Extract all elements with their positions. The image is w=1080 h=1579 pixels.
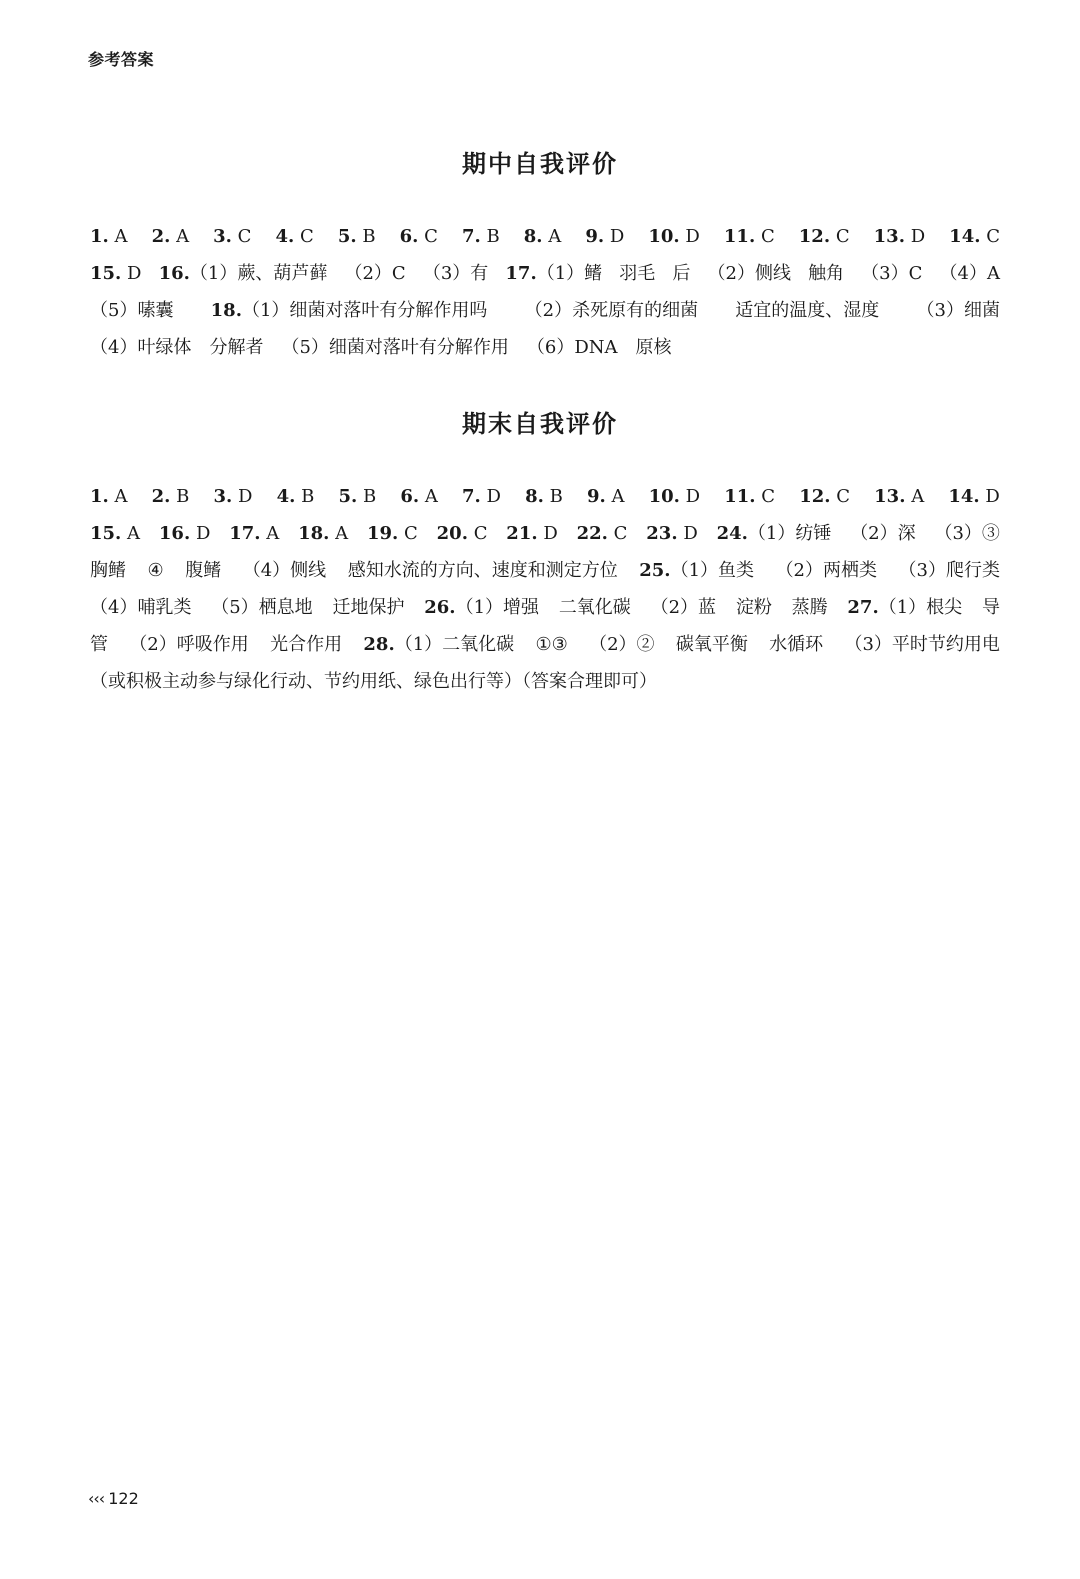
answer-text: C	[294, 226, 314, 247]
answer-segment	[850, 515, 915, 552]
answer-segment	[792, 589, 828, 626]
answer-segment	[648, 218, 699, 255]
answer-text: （3）有	[422, 263, 489, 284]
answer-segment	[585, 218, 624, 255]
midterm-answers	[90, 218, 1000, 366]
answer-text: B	[295, 486, 315, 507]
answer-text: （1）纺锤	[747, 523, 832, 544]
question-number: 14.	[949, 226, 981, 247]
page-number: 122	[108, 1489, 139, 1508]
question-number: 9.	[585, 226, 605, 247]
answer-segment	[799, 478, 850, 515]
answer-text: （3）C	[861, 263, 923, 284]
answer-text: 腹鳍	[185, 560, 222, 581]
answer-segment	[148, 552, 164, 589]
answer-text: （2）侧线	[707, 263, 791, 284]
answer-text: 光合作用	[270, 634, 343, 655]
answer-text: D	[537, 523, 558, 544]
question-number: 16.	[158, 263, 190, 284]
question-number: 22.	[576, 523, 608, 544]
question-number: 21.	[506, 523, 538, 544]
page-footer	[88, 1489, 139, 1508]
answer-segment	[277, 478, 315, 515]
answer-text: D	[232, 486, 253, 507]
question-number: 2.	[151, 486, 171, 507]
answer-text: C	[830, 226, 850, 247]
answer-segment	[861, 255, 922, 292]
answer-text: （3）③	[934, 523, 1000, 544]
answer-segment	[899, 552, 1000, 589]
answer-text: A	[329, 523, 349, 544]
answer-segment	[276, 218, 314, 255]
answer-segment	[90, 255, 141, 292]
final-answers	[90, 478, 1000, 700]
answer-segment	[152, 478, 190, 515]
answer-text: B	[170, 486, 190, 507]
answer-text: （1）二氧化碳	[394, 634, 515, 655]
answer-text: A	[605, 486, 625, 507]
answer-text: C	[830, 486, 851, 507]
question-number: 13.	[873, 226, 905, 247]
answer-text: C	[755, 486, 776, 507]
answer-text: （4）A	[939, 263, 1000, 284]
answer-segment	[525, 478, 563, 515]
answer-segment	[982, 589, 1000, 626]
answer-segment	[844, 626, 999, 663]
answer-segment	[527, 329, 618, 366]
question-number: 4.	[275, 226, 295, 247]
answer-segment	[338, 478, 376, 515]
answer-line	[90, 552, 1000, 589]
answer-segment	[90, 329, 191, 366]
answer-text: A	[419, 486, 438, 507]
answer-text: 适宜的温度、湿度	[735, 300, 880, 321]
answer-text: （1）根尖	[878, 597, 963, 618]
final-title: 期末自我评价	[462, 410, 618, 438]
answer-text: 导	[981, 597, 1000, 618]
question-number: 10.	[648, 486, 680, 507]
question-number: 25.	[639, 560, 671, 581]
answer-text: （5）细菌对落叶有分解作用	[281, 337, 509, 358]
answer-text: （3）爬行类	[898, 560, 1000, 581]
answer-segment	[948, 478, 999, 515]
answer-text: B	[480, 226, 500, 247]
answer-text: 二氧化碳	[558, 597, 631, 618]
answer-segment	[129, 626, 248, 663]
answer-segment	[423, 255, 488, 292]
answer-text: （2）C	[344, 263, 406, 284]
answer-segment	[298, 515, 348, 552]
answer-segment	[505, 255, 602, 292]
chevron-left-icon: ‹‹‹	[88, 1489, 105, 1508]
answer-segment	[90, 218, 128, 255]
answer-text: C	[398, 523, 418, 544]
answer-segment	[367, 515, 418, 552]
question-number: 1.	[90, 226, 109, 247]
answer-segment	[676, 626, 748, 663]
answer-segment	[589, 626, 654, 663]
answer-segment	[646, 515, 697, 552]
answer-text: D	[190, 523, 211, 544]
answer-segment	[462, 218, 500, 255]
answer-segment	[90, 552, 126, 589]
answer-text: （或积极主动参与绿化行动、节约用纸、绿色出行等）（答案合理即可）	[90, 671, 657, 692]
question-number: 15.	[90, 523, 122, 544]
answer-segment	[776, 552, 877, 589]
answer-segment	[649, 478, 700, 515]
question-number: 20.	[436, 523, 468, 544]
answer-text: D	[121, 263, 142, 284]
answer-segment	[462, 478, 501, 515]
answer-text: （3）平时节约用电	[844, 634, 1000, 655]
answer-line	[90, 292, 1000, 329]
answer-text: （4）叶绿体	[90, 337, 192, 358]
answer-segment	[636, 329, 672, 366]
answer-text: B	[356, 226, 376, 247]
answer-text: （1）蕨、葫芦藓	[189, 263, 328, 284]
question-number: 5.	[337, 226, 357, 247]
question-number: 19.	[366, 523, 399, 544]
answer-segment	[270, 626, 342, 663]
answer-segment	[90, 515, 140, 552]
answer-segment	[90, 478, 128, 515]
answer-text: A	[905, 486, 925, 507]
answer-text: （4）哺乳类	[90, 597, 192, 618]
answer-text: 后	[672, 263, 691, 284]
answer-segment	[344, 255, 405, 292]
answer-segment	[332, 589, 404, 626]
answer-segment	[214, 478, 253, 515]
question-number: 12.	[799, 486, 831, 507]
answer-segment	[211, 292, 488, 329]
answer-segment	[769, 626, 823, 663]
answer-segment	[363, 626, 514, 663]
answer-text: A	[170, 226, 190, 247]
answer-text: B	[543, 486, 563, 507]
answer-text: A	[542, 226, 562, 247]
answer-text: D	[677, 523, 698, 544]
question-number: 24.	[716, 523, 748, 544]
answer-text: D	[679, 226, 700, 247]
answer-segment	[874, 478, 924, 515]
question-number: 16.	[158, 523, 191, 544]
question-number: 2.	[151, 226, 171, 247]
question-number: 8.	[525, 486, 544, 507]
answer-text: （4）侧线	[242, 560, 327, 581]
answer-segment	[524, 218, 562, 255]
answer-segment	[90, 663, 657, 700]
answer-segment	[437, 515, 488, 552]
answer-segment	[639, 552, 754, 589]
question-number: 7.	[462, 486, 481, 507]
answer-text: （2）②	[589, 634, 655, 655]
answer-text: （2）两栖类	[775, 560, 878, 581]
answer-segment	[651, 589, 716, 626]
answer-text: ④	[147, 560, 164, 581]
answer-segment	[90, 589, 191, 626]
answer-segment	[577, 515, 628, 552]
answer-text: A	[121, 523, 141, 544]
answer-segment	[619, 255, 655, 292]
answer-text: C	[231, 226, 252, 247]
answer-text: 触角	[808, 263, 845, 284]
question-number: 28.	[363, 634, 395, 655]
answer-text: （5）栖息地	[211, 597, 313, 618]
running-header: 参考答案	[88, 50, 155, 69]
answer-segment	[672, 255, 690, 292]
answer-segment	[724, 218, 775, 255]
question-number: 8.	[523, 226, 543, 247]
answer-text: （2）深	[850, 523, 916, 544]
answer-text: C	[418, 226, 438, 247]
question-number: 7.	[461, 226, 481, 247]
answer-text: 管	[90, 634, 108, 655]
question-number: 15.	[90, 263, 122, 284]
answer-text: （1）鳍	[536, 263, 603, 284]
answer-segment	[949, 218, 1000, 255]
answer-segment	[717, 515, 832, 552]
answer-text: A	[108, 226, 128, 247]
answer-text: 感知水流的方向、速度和测定方位	[347, 560, 618, 581]
question-number: 23.	[646, 523, 678, 544]
question-number: 9.	[586, 486, 606, 507]
answer-text: 胸鳍	[90, 560, 126, 581]
answer-line	[90, 663, 1000, 700]
answer-segment	[338, 218, 376, 255]
question-number: 11.	[724, 486, 756, 507]
question-number: 11.	[723, 226, 756, 247]
question-number: 27.	[847, 597, 879, 618]
answer-segment	[736, 589, 772, 626]
answer-text: 水循环	[769, 634, 824, 655]
question-number: 3.	[213, 486, 233, 507]
answer-text: C	[755, 226, 775, 247]
answer-line	[90, 329, 1000, 366]
question-number: 3.	[213, 226, 232, 247]
question-number: 6.	[399, 226, 419, 247]
answer-segment	[940, 255, 1000, 292]
answer-segment	[535, 626, 567, 663]
answer-segment	[211, 589, 312, 626]
answer-line	[90, 626, 1000, 663]
answer-text: B	[357, 486, 377, 507]
answer-text: D	[604, 226, 625, 247]
answer-segment	[917, 292, 1000, 329]
question-number: 1.	[90, 486, 109, 507]
answer-text: 分解者	[209, 337, 264, 358]
answer-text: D	[904, 226, 926, 247]
answer-text: 碳氧平衡	[675, 634, 748, 655]
answer-line	[90, 515, 1000, 552]
answer-text: 羽毛	[619, 263, 656, 284]
answer-text: A	[260, 523, 280, 544]
answer-segment	[159, 515, 210, 552]
midterm-title: 期中自我评价	[462, 150, 618, 178]
answer-line	[90, 478, 1000, 515]
question-number: 10.	[648, 226, 680, 247]
question-number: 18.	[210, 300, 242, 321]
answer-text: 淀粉	[735, 597, 772, 618]
answer-segment	[400, 478, 438, 515]
answer-text: （1）鱼类	[670, 560, 755, 581]
answer-segment	[281, 329, 508, 366]
answer-text: D	[679, 486, 701, 507]
answer-text: C	[980, 226, 1000, 247]
answer-text: （1）增强	[455, 597, 540, 618]
question-number: 17.	[505, 263, 537, 284]
answer-line	[90, 218, 1000, 255]
question-number: 17.	[229, 523, 261, 544]
answer-segment	[152, 218, 190, 255]
answer-segment	[847, 589, 962, 626]
answer-text: （2）杀死原有的细菌	[524, 300, 699, 321]
answer-segment	[400, 218, 438, 255]
answer-segment	[934, 515, 999, 552]
answer-text: 蒸腾	[791, 597, 828, 618]
answer-segment	[506, 515, 557, 552]
answer-segment	[90, 292, 173, 329]
question-number: 5.	[338, 486, 358, 507]
answer-segment	[213, 218, 251, 255]
answer-segment	[424, 589, 539, 626]
answer-segment	[185, 552, 221, 589]
answer-segment	[724, 478, 775, 515]
answer-segment	[90, 626, 108, 663]
answer-segment	[874, 218, 925, 255]
answer-line	[90, 255, 1000, 292]
answer-segment	[587, 478, 625, 515]
answer-text: （1）细菌对落叶有分解作用吗	[241, 300, 488, 321]
answer-text: ①③	[535, 634, 568, 655]
question-number: 4.	[276, 486, 296, 507]
answer-segment	[708, 255, 791, 292]
answer-segment	[559, 589, 631, 626]
question-number: 6.	[400, 486, 420, 507]
question-number: 26.	[424, 597, 456, 618]
answer-text: （2）呼吸作用	[129, 634, 249, 655]
answer-text: D	[480, 486, 501, 507]
answer-segment	[229, 515, 279, 552]
answer-segment	[525, 292, 698, 329]
answer-segment	[243, 552, 326, 589]
answer-text: （6）DNA	[526, 337, 618, 358]
answer-text: D	[979, 486, 1000, 507]
question-number: 13.	[874, 486, 906, 507]
answer-text: C	[467, 523, 488, 544]
answer-text: C	[607, 523, 628, 544]
answer-text: 迁地保护	[332, 597, 405, 618]
answer-text: （3）细菌	[916, 300, 1000, 321]
answer-segment	[209, 329, 263, 366]
answer-text: （5）嗉囊	[90, 300, 174, 321]
answer-segment	[808, 255, 844, 292]
answer-segment	[735, 292, 879, 329]
answer-segment	[348, 552, 618, 589]
question-number: 18.	[298, 523, 330, 544]
answer-line	[90, 589, 1000, 626]
answer-segment	[159, 255, 328, 292]
answer-text: A	[108, 486, 128, 507]
answer-text: （2）蓝	[650, 597, 717, 618]
answer-segment	[799, 218, 850, 255]
question-number: 14.	[948, 486, 980, 507]
question-number: 12.	[798, 226, 831, 247]
answer-text: 原核	[635, 337, 672, 358]
